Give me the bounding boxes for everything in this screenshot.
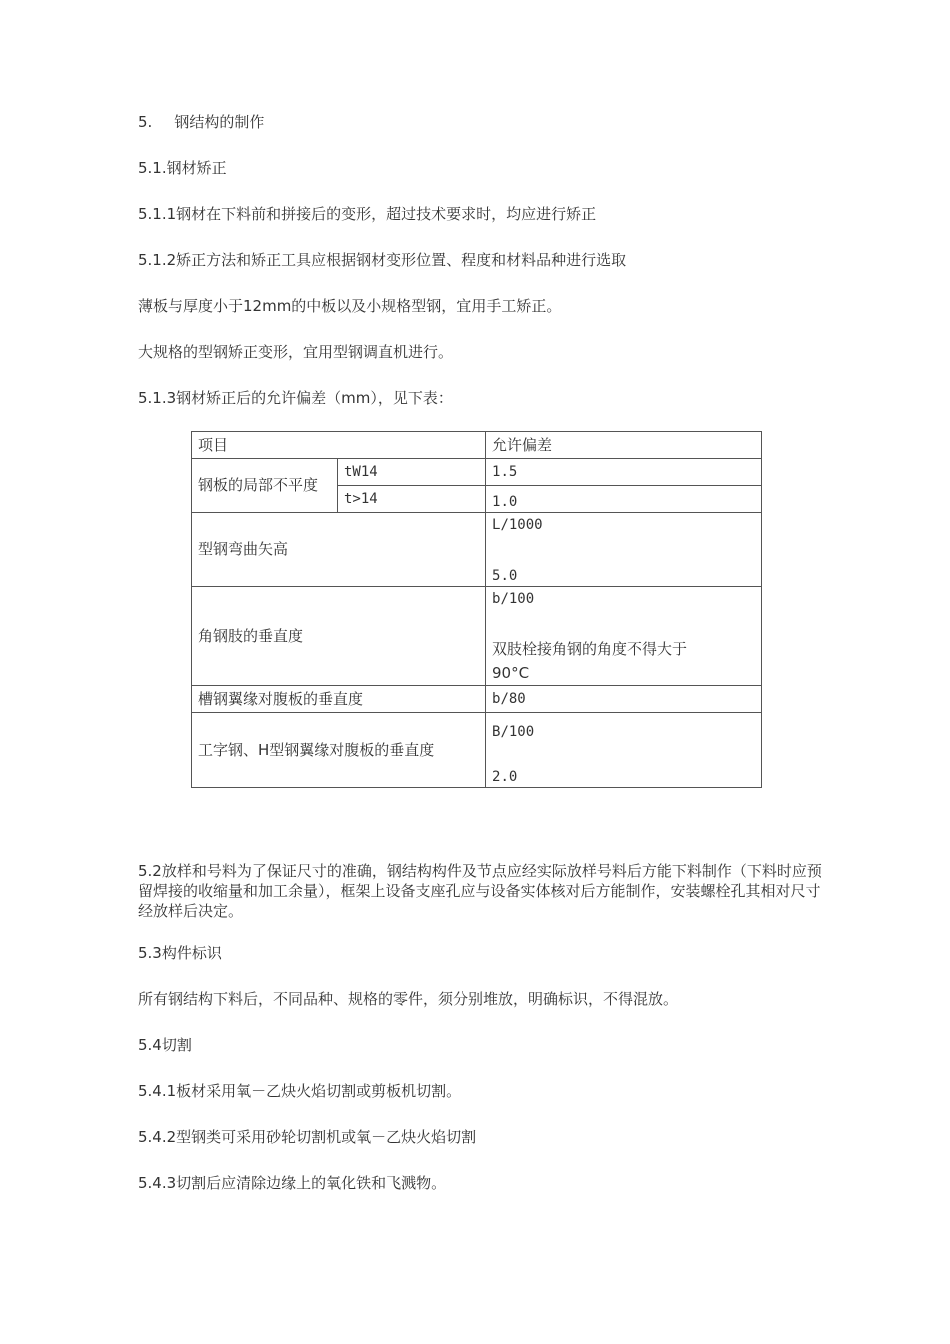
angle-value-cell: [486, 587, 762, 686]
table-row: [192, 459, 762, 486]
table-row: [192, 513, 762, 587]
angle-value-note: 双肢栓接角钢的角度不得大于90°C: [492, 640, 688, 682]
clause-5-2: 5.2放样和号料为了保证尺寸的准确，钢结构构件及节点应经实际放样号料后方能下料制作（下料时应预留焊接的收缩量和加工余量），框架上设备支座孔应与设备实体核对后方能制作，安装螺栓孔其相对尺寸经放样后决定。: [138, 862, 822, 920]
channel-label: 槽钢翼缘对腹板的垂直度: [192, 686, 486, 713]
tolerance-table: [191, 431, 762, 788]
table-row: [192, 713, 762, 788]
clause-5-4-2: 5.4.2型钢类可采用砂轮切割机或氧－乙炔火焰切割: [138, 1128, 477, 1146]
ibeam-value-max: 2.0: [492, 768, 518, 785]
paragraph-thin-plate: 薄板与厚度小于12mm的中板以及小规格型钢，宜用手工矫正。: [138, 297, 562, 315]
plate-value-thick: 1.0: [486, 486, 762, 513]
section-heading: [138, 112, 264, 132]
ibeam-label: 工字钢、H型钢翼缘对腹板的垂直度: [192, 713, 486, 788]
subsection-5-1: 5.1.钢材矫正: [138, 159, 227, 177]
section-number: 5.: [138, 113, 153, 131]
section-title: 钢结构的制作: [174, 113, 265, 131]
bend-label: 型钢弯曲矢高: [192, 513, 486, 587]
clause-5-1-1: 5.1.1钢材在下料前和拼接后的变形，超过技术要求时，均应进行矫正: [138, 205, 597, 223]
clause-5-1-2: 5.1.2矫正方法和矫正工具应根据钢材变形位置、程度和材料品种进行选取: [138, 251, 627, 269]
bend-value-max: 5.0: [492, 568, 518, 584]
table-row: [192, 587, 762, 686]
ibeam-value-ratio: B/100: [492, 723, 535, 740]
subsection-5-3: 5.3构件标识: [138, 944, 222, 962]
paragraph-labeling: 所有钢结构下料后，不同品种、规格的零件，须分别堆放，明确标识，不得混放。: [138, 990, 679, 1008]
subsection-5-4: 5.4切割: [138, 1036, 192, 1054]
plate-value-thin: 1.5: [486, 459, 762, 486]
bend-value-cell: [486, 513, 762, 587]
angle-value-ratio: b/100: [492, 591, 535, 607]
plate-condition-thin: tW14: [338, 459, 486, 486]
header-tolerance: 允许偏差: [486, 432, 762, 459]
channel-value: b/80: [486, 686, 762, 713]
header-item: 项目: [192, 432, 486, 459]
clause-5-4-3: 5.4.3切割后应清除边缘上的氧化铁和飞溅物。: [138, 1174, 447, 1192]
ibeam-value-cell: [486, 713, 762, 788]
clause-5-1-3: 5.1.3钢材矫正后的允许偏差（mm），见下表：: [138, 389, 453, 407]
table-row: [192, 686, 762, 713]
clause-5-4-1: 5.4.1板材采用氧－乙炔火焰切割或剪板机切割。: [138, 1082, 462, 1100]
angle-label: 角钢肢的垂直度: [192, 587, 486, 686]
plate-condition-thick: t>14: [338, 486, 486, 513]
paragraph-large-section: 大规格的型钢矫正变形，宜用型钢调直机进行。: [138, 343, 454, 361]
bend-value-ratio: L/1000: [492, 517, 543, 533]
plate-flatness-label: 钢板的局部不平度: [192, 459, 338, 513]
table-header-row: [192, 432, 762, 459]
